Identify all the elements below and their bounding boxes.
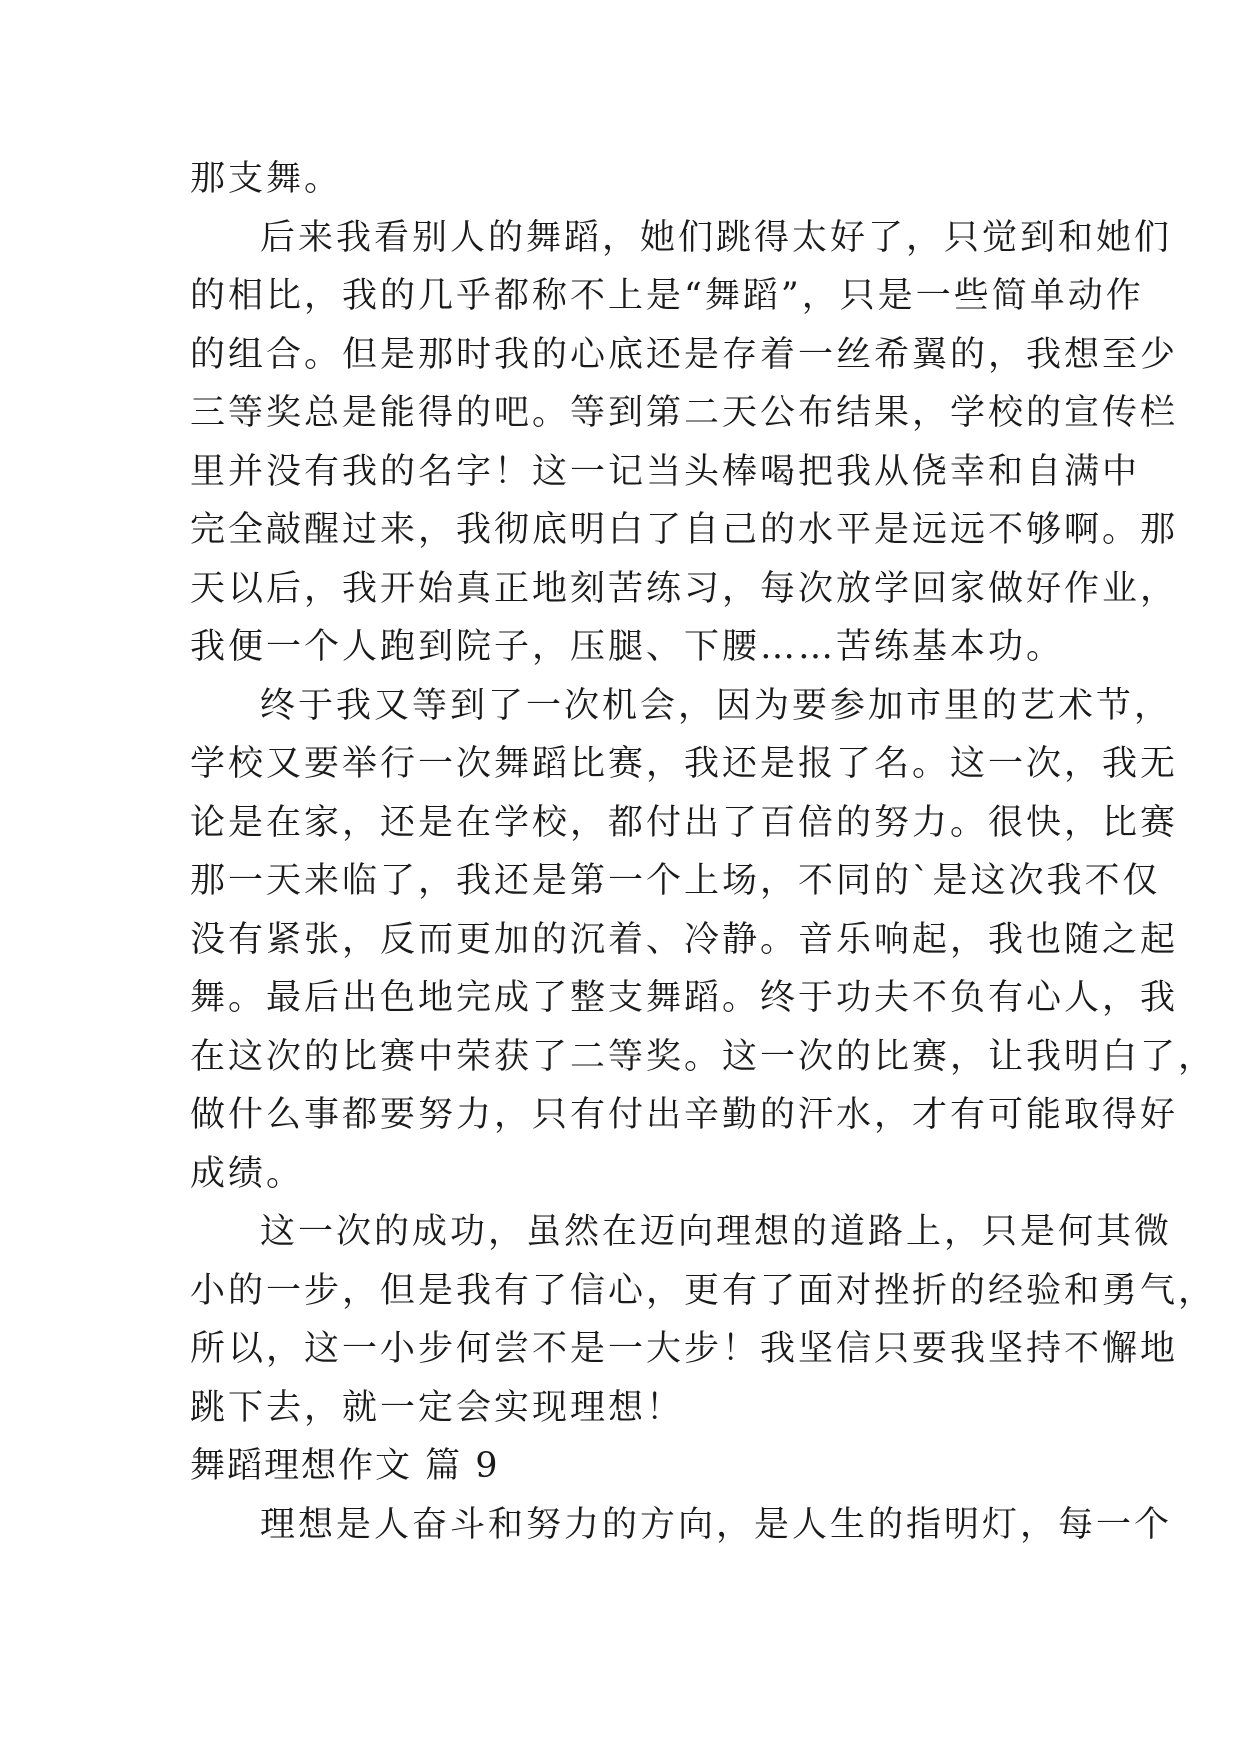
text-line: 所以，这一小步何尝不是一大步！我坚信只要我坚持不懈地 xyxy=(190,1329,1179,1369)
text-line: 我便一个人跑到院子，压腿、下腰……苦练基本功。 xyxy=(190,627,1065,667)
section-heading: 舞蹈理想作文 篇 9 xyxy=(190,1446,500,1486)
text-line: 里并没有我的名字！这一记当头棒喝把我从侥幸和自满中 xyxy=(190,451,1141,492)
text-line: 没有紧张，反而更加的沉着、冷静。音乐响起，我也随之起 xyxy=(190,919,1179,960)
text-line: 做什么事都要努力，只有付出辛勤的汗水，才有可能取得好 xyxy=(190,1095,1179,1135)
text-line: 终于我又等到了一次机会，因为要参加市里的艺术节， xyxy=(260,685,1173,726)
text-line: 在这次的比赛中荣获了二等奖。这一次的比赛，让我明白了， xyxy=(190,1036,1217,1077)
text-line: 那一天来临了，我还是第一个上场，不同的`是这次我不仅 xyxy=(190,861,1161,901)
text-line: 学校又要举行一次舞蹈比赛，我还是报了名。这一次，我无 xyxy=(190,744,1179,784)
paragraph xyxy=(190,209,1179,677)
paragraph xyxy=(190,150,1070,209)
text-line: 跳下去，就一定会实现理想！ xyxy=(190,1387,685,1428)
text-line: 这一次的成功，虽然在迈向理想的道路上，只是何其微 xyxy=(260,1212,1173,1252)
text-line: 完全敲醒过来，我彻底明白了自己的水平是远远不够啊。那 xyxy=(190,510,1179,550)
text-line: 舞。最后出色地完成了整支舞蹈。终于功夫不负有心人，我 xyxy=(190,978,1179,1018)
paragraph xyxy=(190,677,1217,1204)
text-line: 后来我看别人的舞蹈，她们跳得太好了，只觉到和她们 xyxy=(260,217,1173,258)
text-line: 的组合。但是那时我的心底还是存着一丝希翼的，我想至少 xyxy=(190,334,1179,375)
text-line: 成绩。 xyxy=(190,1153,305,1194)
section-heading-block xyxy=(190,1437,1070,1496)
text-line: 天以后，我开始真正地刻苦练习，每次放学回家做好作业， xyxy=(190,568,1179,609)
text-line: 那支舞。 xyxy=(190,159,343,199)
text-line: 三等奖总是能得的吧。等到第二天公布结果，学校的宣传栏 xyxy=(190,393,1179,433)
text-line: 理想是人奋斗和努力的方向，是人生的指明灯，每一个 xyxy=(260,1504,1173,1545)
text-line: 论是在家，还是在学校，都付出了百倍的努力。很快，比赛 xyxy=(190,802,1179,843)
text-line: 的相比，我的几乎都称不上是“舞蹈”，只是一些简单动作 xyxy=(190,276,1144,316)
article-body xyxy=(190,150,1217,1554)
paragraph xyxy=(190,1496,1173,1555)
paragraph xyxy=(190,1203,1217,1437)
text-line: 小的一步，但是我有了信心，更有了面对挫折的经验和勇气， xyxy=(190,1270,1217,1311)
